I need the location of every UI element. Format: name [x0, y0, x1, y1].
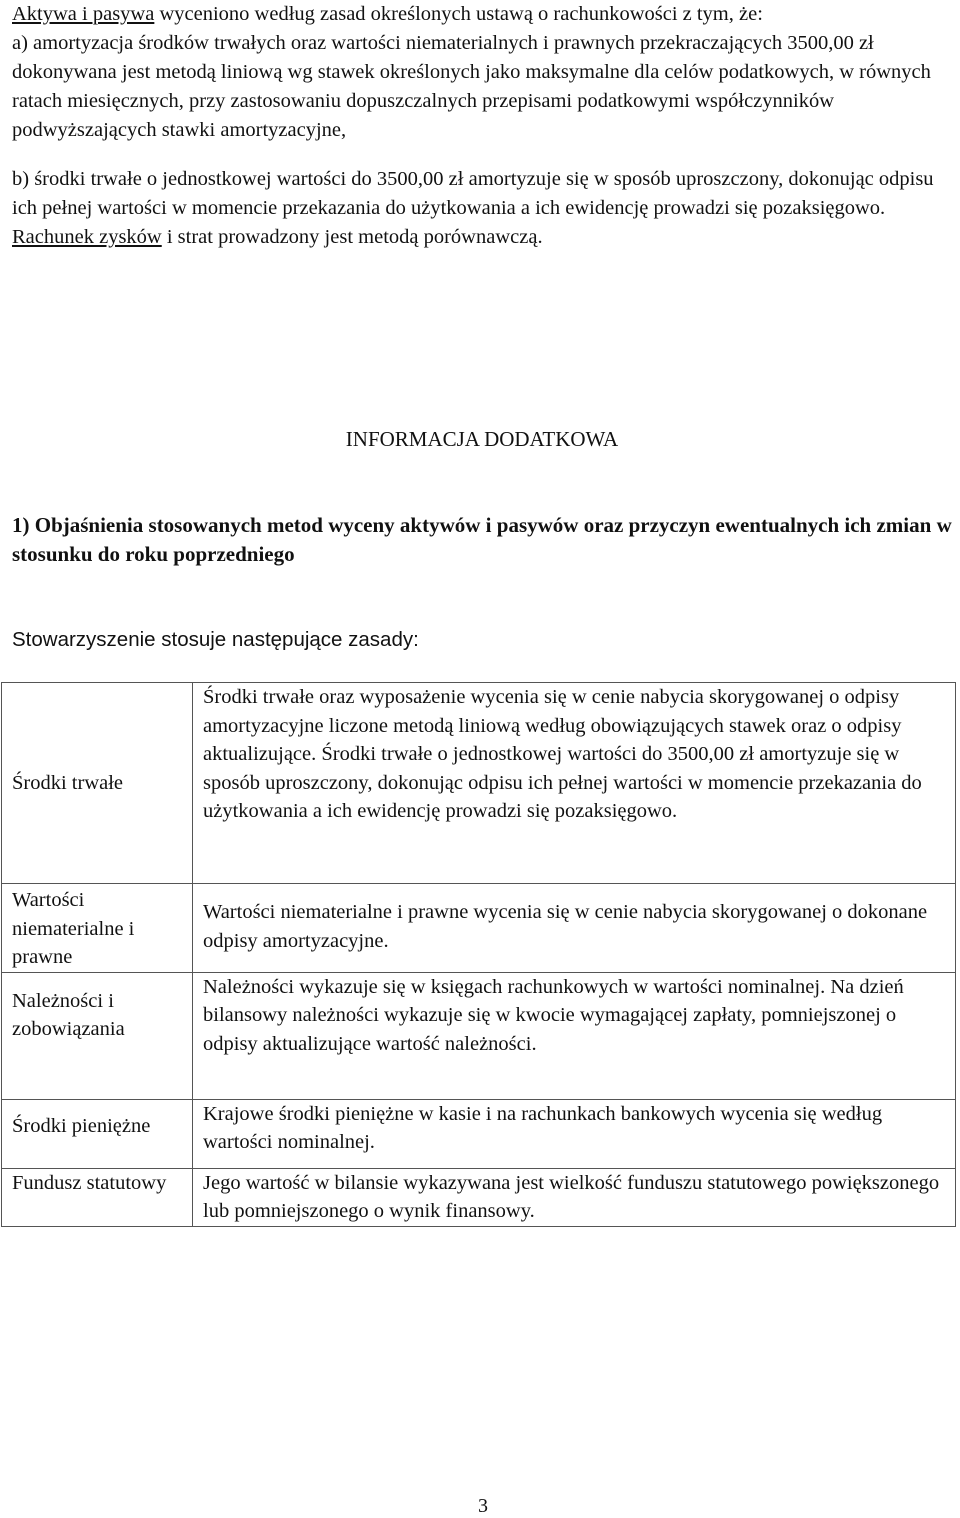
- rule-label: Środki trwałe: [12, 771, 124, 794]
- valuation-intro: [12, 0, 952, 252]
- section-heading: INFORMACJA DODATKOWA: [345, 427, 619, 451]
- rule-text: Jego wartość w bilansie wykazywana jest wielkość funduszu statutowego powiększonego lub pomniejszonego o wynik finansowy.: [193, 1168, 956, 1226]
- rule-label: Środki pieniężne: [12, 1114, 151, 1137]
- rule-text: Należności wykazuje się w księgach rachunkowych w wartości nominalnej. Na dzień bilansowy należności wykazuje się w kwocie wymagającej zapłaty, pomniejszonej o odpisy aktualizujące wartość należności.: [193, 972, 956, 1099]
- rules-lead: Stowarzyszenie stosuje następujące zasady:: [12, 628, 419, 651]
- rule-text: Wartości niematerialne i prawne wycenia się w cenie nabycia skorygowanej o dokonane odpisy amortyzacyjne.: [193, 884, 956, 973]
- rule-label-cell: [2, 683, 193, 884]
- income-statement-rest: i strat prowadzony jest metodą porównawczą.: [161, 226, 543, 248]
- rule-label-cell: [2, 972, 193, 1099]
- page-number: 3: [478, 1495, 488, 1517]
- rule-label-cell: [2, 884, 193, 973]
- assets-liabilities-link[interactable]: Aktywa i pasywa: [12, 3, 155, 25]
- valuation-rules-table: [1, 682, 956, 1227]
- rule-text: Środki trwałe oraz wyposażenie wycenia się w cenie nabycia skorygowanej o odpisy amortyzacyjne liczone metodą liniową według obowiązujących stawek oraz o odpisy aktualizujące. Środki trwałe o jednostkowej wartości do 3500,00 zł amortyzuje się w sposób uproszczony, dokonując odpisu ich pełnej wartości w momencie przekazania do użytkowania a ich ewidencję prowadzi się pozaksięgowo.: [193, 683, 956, 884]
- table-row: [2, 884, 956, 973]
- table-row: [2, 683, 956, 884]
- section-1-title: 1) Objaśnienia stosowanych metod wyceny aktywów i pasywów oraz przyczyn ewentualnych ich zmian w stosunku do roku poprzedniego: [12, 513, 952, 566]
- rule-label: Należności i zobowiązania: [12, 989, 125, 1041]
- rule-text: Krajowe środki pieniężne w kasie i na rachunkach bankowych wycenia się według wartości nominalnej.: [193, 1099, 956, 1168]
- income-statement-line: [12, 223, 952, 252]
- table-row: [2, 972, 956, 1099]
- point-a: a) amortyzacja środków trwałych oraz wartości niematerialnych i prawnych przekraczających 3500,00 zł dokonywana jest metodą liniową wg stawek określonych jako maksymalne dla celów podatkowych, w równych ratach miesięcznych, przy zastosowaniu dopuszczalnych przepisami podatkowymi współczynników podwyższających stawki amortyzacyjne,: [12, 32, 931, 141]
- intro-line-rest: wyceniono według zasad określonych ustawą o rachunkowości z tym, że:: [154, 3, 763, 25]
- income-statement-link[interactable]: Rachunek zysków: [12, 226, 162, 248]
- point-b: b) środki trwałe o jednostkowej wartości do 3500,00 zł amortyzuje się w sposób uproszczony, dokonując odpisu ich pełnej wartości w momencie przekazania do użytkowania a ich ewidencję prowadzi się pozaksięgowo.: [12, 168, 934, 219]
- rule-label-cell: [2, 1099, 193, 1168]
- table-row: [2, 1168, 956, 1226]
- table-row: [2, 1099, 956, 1168]
- intro-line: [12, 0, 952, 29]
- rule-label-cell: [2, 1168, 193, 1226]
- rule-label: Fundusz statutowy: [12, 1171, 167, 1194]
- rule-label: Wartości niematerialne i prawne: [12, 889, 135, 969]
